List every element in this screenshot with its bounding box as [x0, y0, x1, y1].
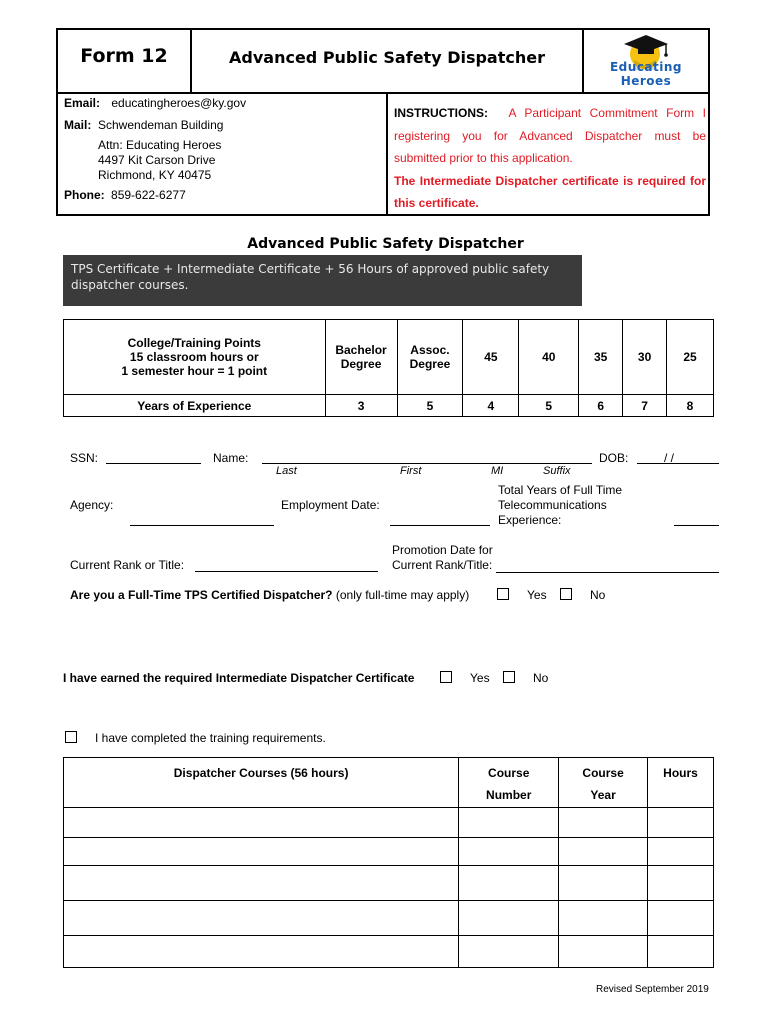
logo-text: Educating Heroes — [609, 60, 683, 88]
form-header — [56, 28, 710, 216]
experience-value-cell: 4 — [463, 395, 519, 417]
fulltime-yes-checkbox[interactable] — [497, 588, 509, 600]
phone-label: Phone: — [64, 188, 105, 202]
instructions-text — [394, 102, 706, 215]
course-number-header: Course Number — [459, 758, 559, 808]
table-row — [64, 808, 714, 838]
training-complete-checkbox[interactable] — [65, 731, 77, 743]
experience-value-cell: 5 — [397, 395, 463, 417]
hours-cell[interactable] — [648, 936, 714, 968]
mailing-address — [98, 118, 223, 183]
suffix-caption: Suffix — [543, 465, 571, 477]
email-value: educatingheroes@ky.gov — [111, 96, 247, 110]
address-line: Richmond, KY 40475 — [98, 168, 212, 182]
points-value-cell: 35 — [579, 320, 623, 395]
course-number-cell[interactable] — [459, 901, 559, 936]
form-title: Advanced Public Safety Dispatcher — [192, 30, 584, 92]
training-complete-label: I have completed the training requirements. — [95, 731, 326, 745]
educating-heroes-logo — [584, 30, 708, 92]
table-row — [64, 866, 714, 901]
course-year-cell[interactable] — [559, 808, 648, 838]
agency-label: Agency: — [70, 498, 114, 512]
hours-cell[interactable] — [648, 866, 714, 901]
points-label-cell: College/Training Points 15 classroom hours or 1 semester hour = 1 point — [64, 320, 326, 395]
course-number-cell[interactable] — [459, 838, 559, 866]
last-name-caption: Last — [276, 465, 297, 477]
no-label: No — [590, 588, 606, 602]
promotion-date-field[interactable] — [496, 572, 719, 573]
hours-cell[interactable] — [648, 808, 714, 838]
points-table — [63, 319, 714, 417]
phone-value: 859-622-6277 — [111, 188, 186, 202]
current-rank-label: Current Rank or Title: — [70, 558, 185, 572]
experience-value-cell: 8 — [667, 395, 714, 417]
instructions-body: A Participant Commitment Form I registering you for Advanced Dispatcher must be submitted prior to this application. — [394, 106, 706, 165]
agency-field[interactable] — [130, 525, 274, 526]
ssn-field[interactable] — [106, 463, 201, 464]
hours-header: Hours — [648, 758, 714, 808]
hours-cell[interactable] — [648, 901, 714, 936]
intermediate-no-checkbox[interactable] — [503, 671, 515, 683]
header-top-row — [58, 30, 708, 94]
course-name-cell[interactable] — [64, 866, 459, 901]
name-field[interactable] — [262, 463, 592, 464]
address-line: 4497 Kit Carson Drive — [98, 153, 216, 167]
name-label: Name: — [213, 451, 249, 465]
experience-value-cell: 3 — [325, 395, 397, 417]
email-label: Email: — [64, 96, 101, 110]
experience-value-cell: 7 — [623, 395, 667, 417]
email-row — [64, 96, 246, 111]
table-row — [64, 838, 714, 866]
points-value-cell: 25 — [667, 320, 714, 395]
experience-label-cell: Years of Experience — [64, 395, 326, 417]
form-number: Form 12 — [58, 30, 192, 92]
no-label: No — [533, 671, 549, 685]
course-year-cell[interactable] — [559, 866, 648, 901]
table-row — [64, 395, 714, 417]
table-header-row — [64, 758, 714, 808]
course-year-cell[interactable] — [559, 936, 648, 968]
course-name-cell[interactable] — [64, 936, 459, 968]
table-row — [64, 936, 714, 968]
section-title: Advanced Public Safety Dispatcher — [247, 236, 524, 252]
course-name-cell[interactable] — [64, 901, 459, 936]
promotion-date-label: Promotion Date for Current Rank/Title: — [392, 543, 493, 572]
table-row — [64, 901, 714, 936]
dob-slashes: / / — [664, 451, 675, 465]
mi-caption: MI — [491, 465, 504, 477]
course-name-cell[interactable] — [64, 808, 459, 838]
associate-degree-cell: Assoc. Degree — [397, 320, 463, 395]
intermediate-question: I have earned the required Intermediate Dispatcher Certificate — [63, 671, 415, 685]
ssn-label: SSN: — [70, 451, 99, 465]
total-years-label: Total Years of Full Time Telecommunications Experience: — [498, 483, 623, 527]
address-line: Schwendeman Building — [98, 118, 224, 132]
first-name-caption: First — [400, 465, 422, 477]
course-year-cell[interactable] — [559, 901, 648, 936]
address-line: Attn: Educating Heroes — [98, 138, 222, 152]
points-value-cell: 40 — [519, 320, 579, 395]
fulltime-question: Are you a Full-Time TPS Certified Dispatcher? (only full-time may apply) — [70, 588, 470, 602]
table-row — [64, 320, 714, 395]
course-year-header: Course Year — [559, 758, 648, 808]
courses-header: Dispatcher Courses (56 hours) — [64, 758, 459, 808]
points-value-cell: 30 — [623, 320, 667, 395]
current-rank-field[interactable] — [195, 571, 378, 572]
yes-label: Yes — [527, 588, 547, 602]
experience-value-cell: 6 — [579, 395, 623, 417]
bachelor-degree-cell: Bachelor Degree — [325, 320, 397, 395]
revision-date: Revised September 2019 — [596, 984, 709, 995]
instructions-requirement: The Intermediate Dispatcher certificate is required for this certificate. — [394, 173, 706, 210]
hours-cell[interactable] — [648, 838, 714, 866]
course-name-cell[interactable] — [64, 838, 459, 866]
requirements-banner: TPS Certificate + Intermediate Certificate + 56 Hours of approved public safety dispatcher courses. — [63, 255, 582, 306]
courses-table — [63, 757, 714, 968]
dob-field[interactable] — [637, 463, 719, 464]
course-number-cell[interactable] — [459, 936, 559, 968]
instructions-label: INSTRUCTIONS: — [394, 106, 488, 120]
employment-date-label: Employment Date: — [281, 498, 380, 512]
fulltime-no-checkbox[interactable] — [560, 588, 572, 600]
instructions-box — [386, 92, 710, 214]
mail-label: Mail: — [64, 118, 92, 132]
intermediate-yes-checkbox[interactable] — [440, 671, 452, 683]
points-value-cell: 45 — [463, 320, 519, 395]
course-number-cell[interactable] — [459, 866, 559, 901]
phone-row — [64, 188, 186, 203]
course-number-cell[interactable] — [459, 808, 559, 838]
experience-value-cell: 5 — [519, 395, 579, 417]
employment-date-field[interactable] — [390, 525, 490, 526]
course-year-cell[interactable] — [559, 838, 648, 866]
yes-label: Yes — [470, 671, 490, 685]
dob-label: DOB: — [599, 451, 629, 465]
total-years-field[interactable] — [674, 525, 719, 526]
